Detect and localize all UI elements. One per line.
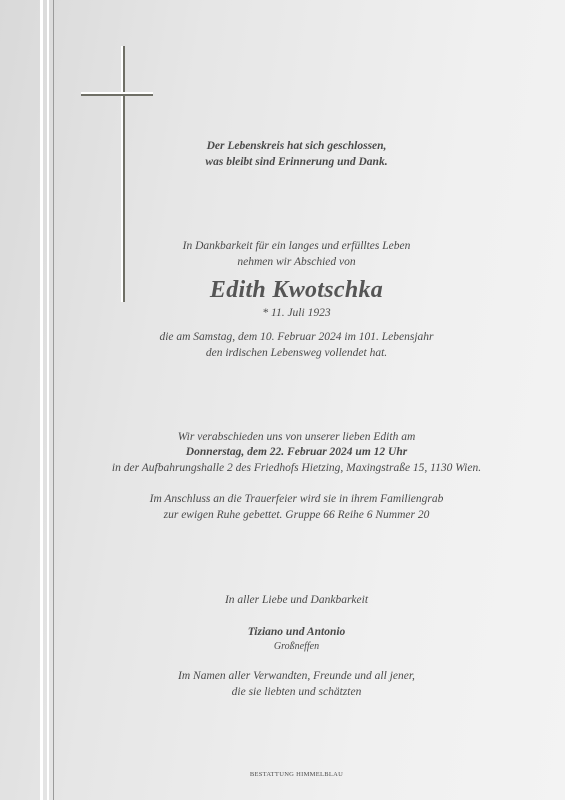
motto-line-2: was bleibt sind Erinnerung und Dank.	[205, 156, 388, 168]
ceremony-location: in der Aufbahrungshalle 2 des Friedhofs Hietzing, Maxingstraße 15, 1130 Wien.	[111, 462, 482, 474]
death-line-1: die am Samstag, dem 10. Februar 2024 im 101. Lebensjahr	[159, 331, 434, 343]
burial-line-2: zur ewigen Ruhe gebettet. Gruppe 66 Reihe 6 Nummer 20	[163, 509, 430, 521]
cross-horizontal-bar	[81, 92, 153, 96]
burial-line-1: Im Anschluss an die Trauerfeier wird sie in ihrem Familiengrab	[149, 493, 444, 505]
signers-relation: Großneffen	[273, 641, 320, 652]
intro-line-1: In Dankbarkeit für ein langes und erfülltes Leben	[182, 240, 411, 252]
signers: Tiziano und Antonio	[247, 626, 346, 638]
closing-line-2: Im Namen aller Verwandten, Freunde und all jener,	[178, 670, 415, 682]
ceremony-date: Donnerstag, dem 22. Februar 2024 um 12 Uhr	[185, 446, 408, 458]
death-line-2: den irdischen Lebensweg vollendet hat.	[205, 347, 388, 359]
birth-date: * 11. Juli 1923	[262, 307, 331, 319]
motto-line-1: Der Lebenskreis hat sich geschlossen,	[206, 140, 387, 152]
undertaker-footer: BESTATTUNG HIMMELBLAU	[249, 771, 344, 778]
deceased-name: Edith Kwotschka	[209, 277, 384, 303]
closing-line: In aller Liebe und Dankbarkeit	[224, 594, 369, 606]
intro-line-2: nehmen wir Abschied von	[237, 256, 356, 268]
closing-line-3: die sie liebten und schätzten	[231, 686, 362, 698]
ceremony-line-1: Wir verabschieden uns von unserer lieben Edith am	[177, 431, 416, 443]
